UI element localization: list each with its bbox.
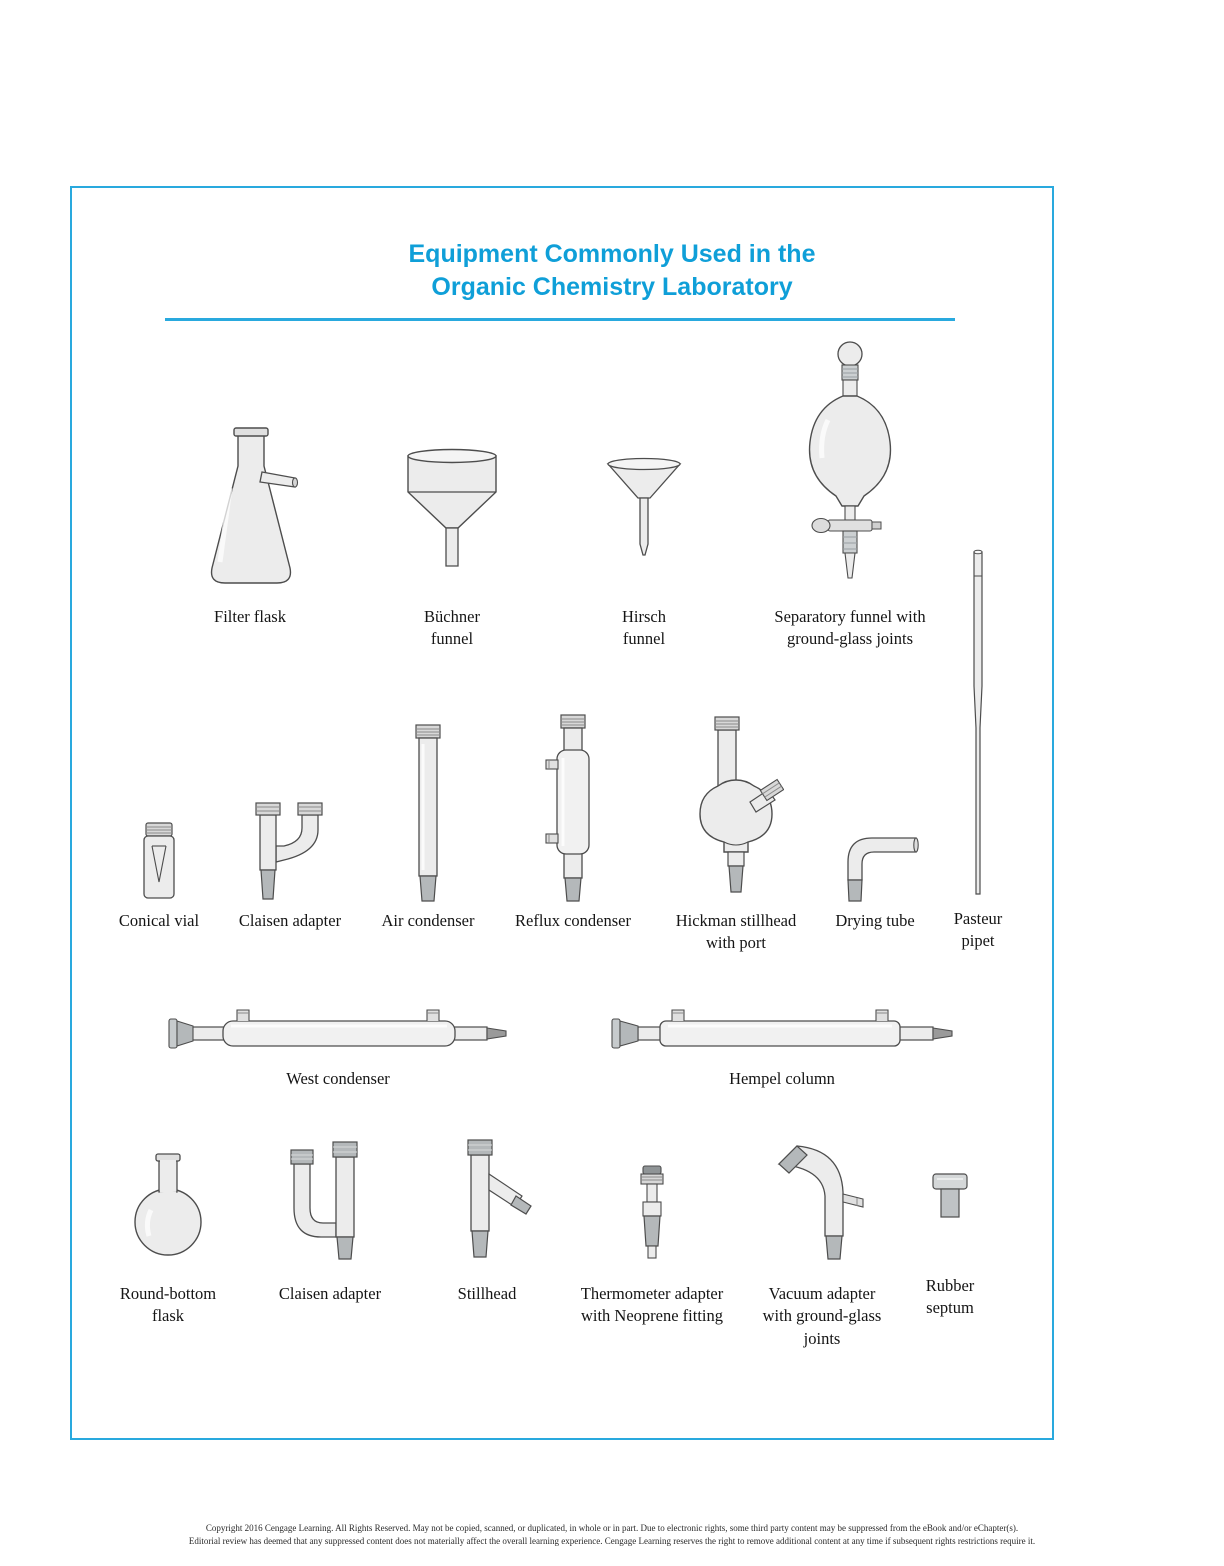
hirsch-funnel-label: Hirsch funnel: [622, 607, 666, 649]
drying-tube-label: Drying tube: [835, 911, 915, 930]
air-condenser-icon: [411, 722, 445, 904]
west-condenser-label: West condenser: [286, 1069, 390, 1088]
buchner-funnel-label: Büchner funnel: [424, 607, 480, 649]
round-bottom-flask-label: Round-bottom flask: [119, 1284, 217, 1326]
filter-flask-icon: [198, 422, 303, 600]
claisen-adapter-icon: [244, 800, 336, 904]
pasteur-pipet-icon: [965, 546, 991, 902]
reflux-condenser-label: Reflux condenser: [515, 911, 631, 930]
vacuum-adapter-icon: [763, 1140, 881, 1262]
claisen-adapter-label: Claisen adapter: [238, 911, 342, 930]
hempel-column-icon: [608, 1002, 956, 1064]
pasteur-pipet-label: Pasteur pipet: [953, 909, 1003, 951]
copyright-footer-line1: Copyright 2016 Cengage Learning. All Rights Reserved. May not be copied, scanned, or duplicated, in whole or in part. Due to electronic rights, some third party content may be suppressed from the eBook and/or eChapter(s).: [205, 1523, 1019, 1533]
figure-title-line1: Equipment Commonly Used in the: [408, 240, 816, 268]
thermometer-adapter-icon: [630, 1164, 674, 1262]
rubber-septum-label: Rubber septum: [925, 1276, 975, 1318]
hickman-stillhead-label: Hickman stillhead with port: [675, 911, 797, 953]
conical-vial-label: Conical vial: [118, 911, 200, 930]
copyright-footer-line2: Editorial review has deemed that any suppressed content does not materially affect the overall learning experience. Cengage Learning reserves the right to remove additional content at any time if subsequent rights restrictions require it.: [188, 1536, 1036, 1547]
separatory-funnel-icon: [794, 340, 906, 592]
title-divider-rule: [165, 318, 955, 321]
conical-vial-icon: [139, 820, 179, 904]
hempel-column-label: Hempel column: [729, 1069, 835, 1088]
figure-title-line2: Organic Chemistry Laboratory: [431, 273, 793, 301]
stillhead-icon: [438, 1136, 536, 1262]
figure-title: [162, 238, 1062, 304]
claisen-adapter-2-icon: [273, 1138, 387, 1262]
thermometer-adapter-label: Thermometer adapter with Neoprene fitting: [580, 1284, 724, 1326]
rubber-septum-icon: [928, 1170, 972, 1226]
copyright-footer: [62, 1522, 1162, 1548]
west-condenser-icon: [165, 1002, 510, 1064]
vacuum-adapter-label: Vacuum adapter with ground-glass joints: [762, 1284, 882, 1348]
reflux-condenser-icon: [544, 712, 602, 904]
hickman-stillhead-icon: [688, 714, 784, 904]
air-condenser-label: Air condenser: [381, 911, 475, 930]
separatory-funnel-label: Separatory funnel with ground-glass joints: [774, 607, 926, 649]
claisen-adapter-2-label: Claisen adapter: [278, 1284, 382, 1303]
round-bottom-flask-icon: [131, 1150, 205, 1262]
filter-flask-label: Filter flask: [214, 607, 286, 626]
hirsch-funnel-icon: [603, 452, 685, 560]
drying-tube-icon: [830, 822, 920, 904]
stillhead-label: Stillhead: [457, 1284, 517, 1303]
buchner-funnel-icon: [396, 444, 508, 572]
